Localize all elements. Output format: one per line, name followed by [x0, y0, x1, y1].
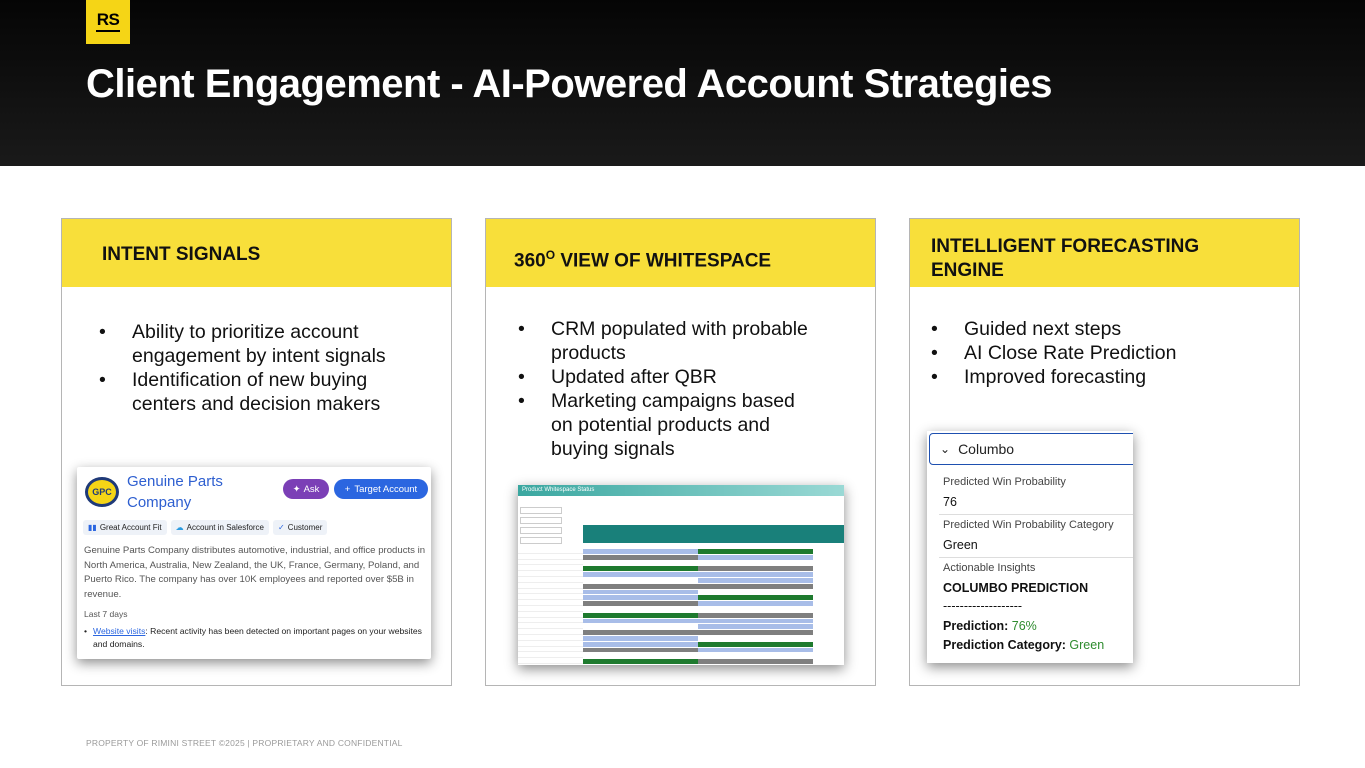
prediction-value: 76% [1011, 619, 1037, 633]
sheet-row [518, 590, 844, 595]
heading-rest: VIEW OF WHITESPACE [555, 250, 772, 272]
insights-label: Actionable Insights [943, 562, 1036, 574]
win-probability-value: 76 [943, 495, 957, 509]
activity-item [84, 625, 424, 651]
sheet-row [518, 572, 844, 577]
bullet-item: • AI Close Rate Prediction [931, 341, 1271, 365]
sheet-filters [520, 507, 580, 547]
tag-row [83, 520, 327, 535]
sheet-header-bar [583, 525, 844, 543]
bullet-item: • Identification of new buying centers and decision makers [99, 368, 419, 416]
activity-text: : Recent activity has been detected on important pages on your websites and domains. [93, 626, 422, 649]
category-label: Prediction Category: [943, 638, 1066, 652]
card-intent-signals [61, 218, 452, 686]
sheet-row [518, 659, 844, 664]
target-label: Target Account [354, 483, 418, 495]
win-category-label: Predicted Win Probability Category [943, 519, 1114, 531]
prediction-line [943, 619, 1037, 633]
sheet-row [518, 578, 844, 583]
bullet-item: • CRM populated with probable products [518, 317, 858, 365]
slide-title: Client Engagement - AI-Powered Account Strategies [86, 62, 1053, 106]
sheet-row [518, 648, 844, 653]
win-probability-label: Predicted Win Probability [943, 476, 1066, 488]
insights-title: COLUMBO PREDICTION [943, 581, 1089, 595]
bar-chart-icon: ▮▮ [88, 523, 97, 532]
sheet-row [518, 555, 844, 560]
bullet-list [931, 317, 1271, 389]
insights-divider: ------------------- [943, 599, 1023, 613]
columbo-panel [927, 431, 1133, 663]
bullet-item: • Ability to prioritize account engagement by intent signals [99, 320, 419, 368]
bullet-item: • Improved forecasting [931, 365, 1271, 389]
card-header [62, 219, 451, 287]
sheet-row [518, 584, 844, 589]
footer-text: PROPERTY OF RIMINI STREET ©2025 | PROPRIETARY AND CONFIDENTIAL [86, 738, 403, 748]
tag-label: Great Account Fit [99, 523, 162, 532]
gpc-logo [85, 477, 119, 507]
category-line [943, 638, 1104, 652]
tag-customer [273, 520, 327, 535]
cloud-icon: ☁ [175, 523, 184, 532]
heading-main: 360 [514, 250, 546, 272]
sheet-row [518, 642, 844, 647]
sheet-row [518, 624, 844, 629]
website-visits-link[interactable]: Website visits [93, 626, 146, 636]
sheet-row [518, 561, 844, 566]
tag-account-fit [83, 520, 167, 535]
logo-text: RS [96, 10, 120, 29]
bullet-dot: • [84, 626, 88, 636]
prediction-label: Prediction: [943, 619, 1009, 633]
card-heading: INTELLIGENT FORECASTING ENGINE [931, 236, 1200, 281]
sheet-row [518, 636, 844, 641]
bullet-item: • Guided next steps [931, 317, 1271, 341]
whitespace-spreadsheet [518, 485, 844, 665]
plus-icon: + [344, 483, 351, 495]
chevron-down-icon: ⌄ [940, 442, 951, 456]
heading-degree: O [545, 248, 556, 262]
sheet-row [518, 607, 844, 612]
columbo-section-toggle[interactable] [929, 433, 1133, 465]
card-whitespace [485, 218, 876, 686]
sheet-row [518, 613, 844, 618]
tag-salesforce [171, 520, 269, 535]
rimini-street-logo [86, 0, 130, 44]
header-banner [0, 0, 1365, 166]
sheet-row [518, 566, 844, 571]
card-heading: INTENT SIGNALS [102, 244, 261, 265]
card-heading [514, 243, 771, 273]
company-name: Genuine Parts Company [127, 473, 223, 511]
bullet-list [99, 320, 419, 416]
gpc-logo-text: GPC [92, 487, 112, 497]
ask-button[interactable] [283, 479, 329, 499]
sheet-row [518, 619, 844, 624]
sheet-title: Product Whitespace Status [518, 485, 844, 496]
sheet-row [518, 601, 844, 606]
bullet-item: • Marketing campaigns based on potential products and buying signals [518, 389, 808, 461]
card-header [910, 219, 1299, 287]
period-label: Last 7 days [84, 609, 128, 619]
sheet-row [518, 549, 844, 554]
sparkle-icon: ✦ [292, 483, 301, 495]
account-screenshot [77, 467, 431, 659]
sheet-row [518, 630, 844, 635]
sheet-row [518, 653, 844, 658]
tag-label: Account in Salesforce [186, 523, 264, 532]
card-forecasting [909, 218, 1300, 686]
category-value: Green [1069, 638, 1105, 652]
section-label: Columbo [958, 441, 1015, 457]
sheet-rows [518, 549, 844, 665]
win-category-value: Green [943, 538, 978, 552]
check-icon: ✓ [278, 523, 285, 532]
ask-label: Ask [303, 483, 320, 495]
sheet-row [518, 595, 844, 600]
bullet-list [518, 317, 858, 461]
bullet-item: • Updated after QBR [518, 365, 858, 389]
company-description: Genuine Parts Company distributes automotive, industrial, and office products in North America, Australia, New Zealand, the UK, France, Germany, Poland, and Puerto Rico. The company has over 10K employees and reported over $5B in revenue. [84, 545, 426, 600]
card-header [486, 219, 875, 287]
target-account-button[interactable] [334, 479, 428, 499]
tag-label: Customer [287, 523, 323, 532]
